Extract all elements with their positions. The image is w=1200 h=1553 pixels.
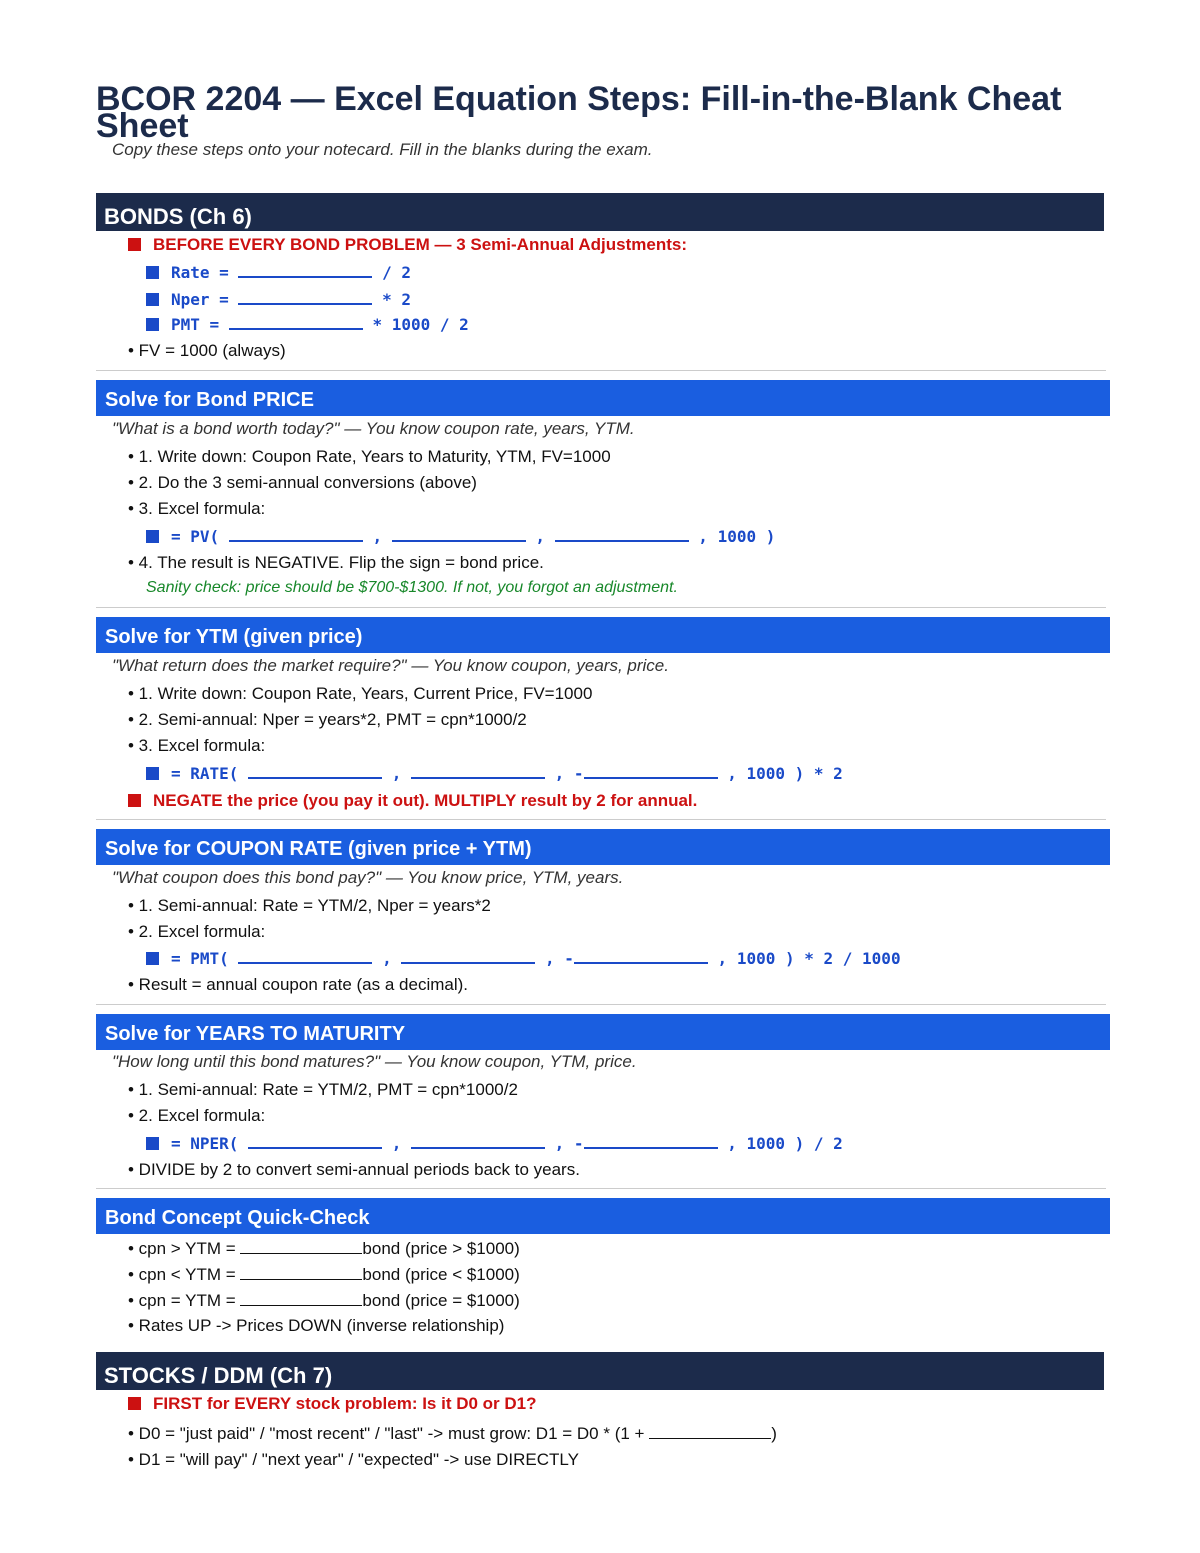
nper-formula: = NPER( , , - , 1000 ) / 2 — [146, 1133, 843, 1155]
pmt-adjustment-line: PMT = * 1000 / 2 — [146, 314, 469, 336]
blue-square-icon — [146, 318, 159, 331]
concept-line-discount: • cpn < YTM = bond (price < $1000) — [128, 1265, 520, 1284]
price-step-3: • 3. Excel formula: — [128, 499, 266, 518]
discount-blank[interactable] — [240, 1263, 362, 1280]
blue-square-icon — [146, 767, 159, 780]
pmt-formula: = PMT( , , - , 1000 ) * 2 / 1000 — [146, 948, 901, 970]
nper-blank-price[interactable] — [584, 1133, 718, 1149]
divider — [96, 370, 1106, 371]
subsection-heading-coupon: Solve for COUPON RATE (given price + YTM) — [96, 829, 1110, 865]
pmt-blank-nper[interactable] — [401, 948, 535, 964]
red-square-icon — [128, 1397, 141, 1410]
pmt-blank[interactable] — [229, 314, 363, 330]
blue-square-icon — [146, 266, 159, 279]
rate-blank[interactable] — [238, 262, 372, 278]
stocks-first-note: FIRST for EVERY stock problem: Is it D0 or D1? — [128, 1393, 537, 1415]
concept-inverse-note: • Rates UP -> Prices DOWN (inverse relationship) — [128, 1316, 505, 1335]
page-subtitle: Copy these steps onto your notecard. Fill in the blanks during the exam. — [112, 140, 653, 159]
pmt-blank-price[interactable] — [574, 948, 708, 964]
rate-formula: = RATE( , , - , 1000 ) * 2 — [146, 763, 843, 785]
bond-adjustments-heading: BEFORE EVERY BOND PROBLEM — 3 Semi-Annual Adjustments: — [128, 234, 687, 256]
nper-adjustment-line: Nper = * 2 — [146, 289, 411, 311]
ytm-question: "What return does the market require?" — You know coupon, years, price. — [112, 656, 669, 675]
concept-line-par: • cpn = YTM = bond (price = $1000) — [128, 1291, 520, 1310]
subsection-heading-concept: Bond Concept Quick-Check — [96, 1198, 1110, 1234]
section-heading-bonds: BONDS (Ch 6) — [96, 193, 1104, 231]
red-square-icon — [128, 238, 141, 251]
price-step-1: • 1. Write down: Coupon Rate, Years to Maturity, YTM, FV=1000 — [128, 447, 611, 466]
divider — [96, 1188, 1106, 1189]
concept-line-premium: • cpn > YTM = bond (price > $1000) — [128, 1239, 520, 1258]
coupon-step-1: • 1. Semi-annual: Rate = YTM/2, Nper = years*2 — [128, 896, 491, 915]
price-question: "What is a bond worth today?" — You know coupon rate, years, YTM. — [112, 419, 635, 438]
pmt-blank-rate[interactable] — [238, 948, 372, 964]
subsection-heading-ytm: Solve for YTM (given price) — [96, 617, 1110, 653]
blue-square-icon — [146, 530, 159, 543]
coupon-step-2: • 2. Excel formula: — [128, 922, 266, 941]
blue-square-icon — [146, 952, 159, 965]
nper-blank-pmt[interactable] — [411, 1133, 545, 1149]
price-step-2: • 2. Do the 3 semi-annual conversions (above) — [128, 473, 477, 492]
rate-blank-pmt[interactable] — [411, 763, 545, 779]
section-heading-stocks: STOCKS / DDM (Ch 7) — [96, 1352, 1104, 1390]
premium-blank[interactable] — [240, 1237, 362, 1254]
par-blank[interactable] — [240, 1289, 362, 1306]
years-question: "How long until this bond matures?" — You know coupon, YTM, price. — [112, 1052, 637, 1071]
years-step-1: • 1. Semi-annual: Rate = YTM/2, PMT = cpn*1000/2 — [128, 1080, 518, 1099]
ytm-negate-note: NEGATE the price (you pay it out). MULTIPLY result by 2 for annual. — [128, 790, 697, 812]
subsection-heading-years: Solve for YEARS TO MATURITY — [96, 1014, 1110, 1050]
pv-formula: = PV( , , , 1000 ) — [146, 526, 775, 548]
price-step-4: • 4. The result is NEGATIVE. Flip the sign = bond price. — [128, 553, 544, 572]
nper-blank-rate[interactable] — [248, 1133, 382, 1149]
rate-adjustment-line: Rate = / 2 — [146, 262, 411, 284]
growth-blank[interactable] — [649, 1422, 771, 1439]
coupon-question: "What coupon does this bond pay?" — You know price, YTM, years. — [112, 868, 624, 887]
rate-blank-price[interactable] — [584, 763, 718, 779]
years-step-2: • 2. Excel formula: — [128, 1106, 266, 1125]
fv-note: • FV = 1000 (always) — [128, 341, 286, 360]
d0-note: • D0 = "just paid" / "most recent" / "last" -> must grow: D1 = D0 * (1 + ) — [128, 1424, 777, 1443]
subsection-heading-price: Solve for Bond PRICE — [96, 380, 1110, 416]
pv-blank-nper[interactable] — [392, 526, 526, 542]
ytm-step-2: • 2. Semi-annual: Nper = years*2, PMT = cpn*1000/2 — [128, 710, 527, 729]
sanity-check: Sanity check: price should be $700-$1300. If not, you forgot an adjustment. — [146, 579, 678, 596]
pv-blank-rate[interactable] — [229, 526, 363, 542]
coupon-result: • Result = annual coupon rate (as a decimal). — [128, 975, 468, 994]
divider — [96, 1004, 1106, 1005]
d1-note: • D1 = "will pay" / "next year" / "expected" -> use DIRECTLY — [128, 1450, 579, 1469]
divider — [96, 607, 1106, 608]
red-square-icon — [128, 794, 141, 807]
blue-square-icon — [146, 293, 159, 306]
pv-blank-pmt[interactable] — [555, 526, 689, 542]
blue-square-icon — [146, 1137, 159, 1150]
page-title: BCOR 2204 — Excel Equation Steps: Fill-in-the-Blank Cheat Sheet — [96, 80, 1062, 145]
rate-blank-nper[interactable] — [248, 763, 382, 779]
divider — [96, 819, 1106, 820]
ytm-step-3: • 3. Excel formula: — [128, 736, 266, 755]
years-divide-note: • DIVIDE by 2 to convert semi-annual periods back to years. — [128, 1160, 580, 1179]
ytm-step-1: • 1. Write down: Coupon Rate, Years, Current Price, FV=1000 — [128, 684, 593, 703]
nper-blank[interactable] — [238, 289, 372, 305]
